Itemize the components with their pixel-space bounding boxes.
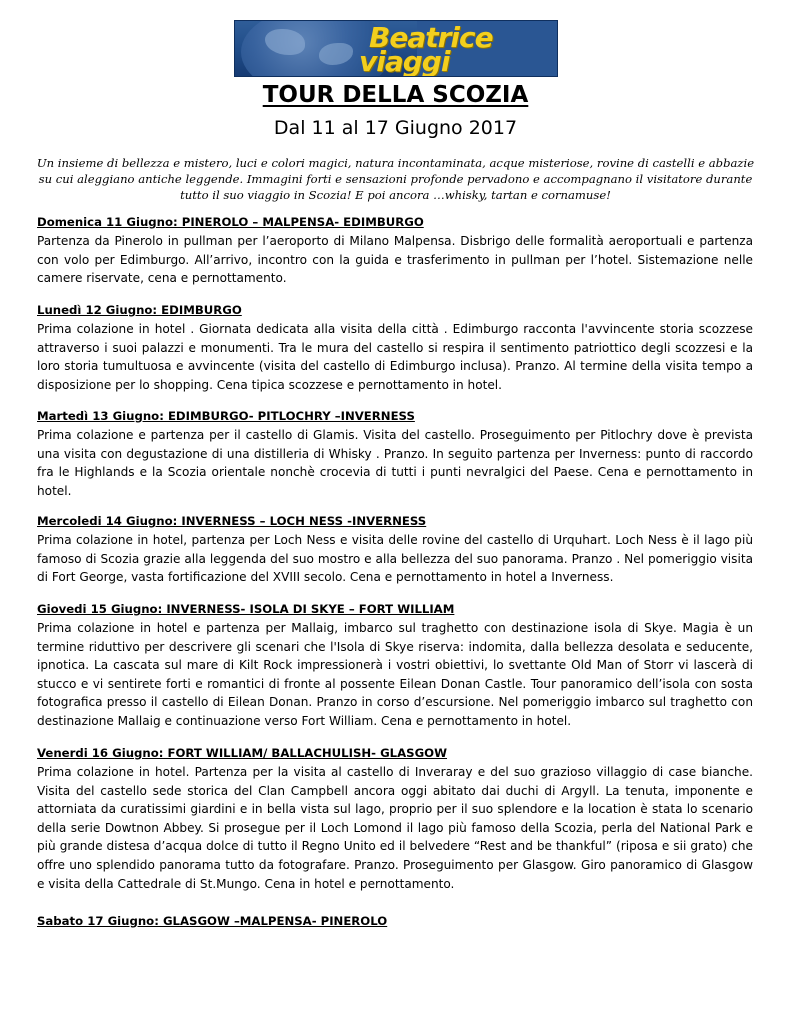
logo-text-line1: Beatrice <box>369 21 493 54</box>
page-title: TOUR DELLA SCOZIA <box>262 82 529 108</box>
day-section <box>37 302 753 394</box>
day-description: Prima colazione in hotel e partenza per Mallaig, imbarco sul traghetto con destinazione isola di Skye. Magia è un termine riduttivo per descrivere gli scenari che l'Isola di Skye riserva: indomita, dalla bellezza desolata e seducente, ipnotica. La cascata sul mare di Kilt Rock impressionerà i vostri obiettivi, lo svettante Old Man of Storr vi lascerà di stucco e vi sentirete forti e romantici di fronte al possente Eilean Donan Castle. Tour panoramico dell’isola con sosta fotografica presso il castello di Eilean Donan. Pranzo in corso d’escursione. Nel pomeriggio imbarco sul traghetto con destinazione Mallaig e continuazione verso Fort William. Cena e pernottamento in hotel. <box>37 621 753 728</box>
day-section <box>37 745 753 893</box>
brand-logo <box>234 20 558 77</box>
day-heading: Venerdi 16 Giugno: FORT WILLIAM/ BALLACHULISH- GLASGOW <box>37 746 448 760</box>
day-heading: Domenica 11 Giugno: PINEROLO – MALPENSA- EDIMBURGO <box>37 215 424 229</box>
day-section <box>37 601 753 731</box>
day-section <box>37 913 753 929</box>
page-subtitle: Dal 11 al 17 Giugno 2017 <box>273 117 518 139</box>
day-section <box>37 214 753 288</box>
day-section <box>37 408 753 500</box>
day-description: Prima colazione e partenza per il castello di Glamis. Visita del castello. Proseguimento per Pitlochry dove è prevista una visita con degustazione di una distilleria di Whisky . Pranzo. In seguito partenza per Inverness: punto di raccordo fra le Highlands e la Scozia orientale nonchè crocevia di tutti i punti nevralgici del Paese. Cena e pernottamento in hotel. <box>37 428 753 498</box>
day-description: Prima colazione in hotel . Giornata dedicata alla visita della città . Edimburgo racconta l'avvincente storia scozzese attraverso i suoi palazzi e monumenti. Tra le mura del castello si respira il sentimento patriottico degli scozzesi e la loro storia tumultuosa e avvincente (visita del castello di Edimburgo inclusa). Pranzo. Al termine della visita tempo a disposizione per lo shopping. Cena tipica scozzese e pernottamento in hotel. <box>37 322 753 392</box>
day-heading: Giovedi 15 Giugno: INVERNESS- ISOLA DI SKYE – FORT WILLIAM <box>37 602 455 616</box>
day-heading: Lunedì 12 Giugno: EDIMBURGO <box>37 303 242 317</box>
day-heading: Mercoledi 14 Giugno: INVERNESS – LOCH NESS -INVERNESS <box>37 514 427 528</box>
day-description: Partenza da Pinerolo in pullman per l’aeroporto di Milano Malpensa. Disbrigo delle formalità aeroportuali e partenza con volo per Edimburgo. All’arrivo, incontro con la guida e trasferimento in pullman per l’hotel. Sistemazione nelle camere riservate, cena e pernottamento. <box>37 234 753 286</box>
day-heading: Martedì 13 Giugno: EDIMBURGO- PITLOCHRY –INVERNESS <box>37 409 415 423</box>
day-description: Prima colazione in hotel. Partenza per la visita al castello di Inveraray e del suo grazioso villaggio di case bianche. Visita del castello sede storica del Clan Campbell ancora oggi abitato dai duchi di Argyll. La tenuta, imponente e attorniata da curatissimi giardini e in bella vista sul lago, proprio per il suo splendore e la location è stata lo scenario della serie Dowtnon Abbey. Si prosegue per il Loch Lomond il lago più famoso della Scozia, perla del National Park e più grande distesa d’acqua dolce di tutto il Regno Unito ed il belvedere “Rest and be thankful” (riposa e sii grato) che offre uno splendido panorama tutto da fotografare. Pranzo. Proseguimento per Glasgow. Giro panoramico di Glasgow e visita della Cattedrale di St.Mungo. Cena in hotel e pernottamento. <box>37 765 753 891</box>
day-description: Prima colazione in hotel, partenza per Loch Ness e visita delle rovine del castello di Urquhart. Loch Ness è il lago più famoso di Scozia grazie alla leggenda del suo mostro e alla bellezza del suo panorama. Pranzo . Nel pomeriggio visita di Fort George, vasta fortificazione del XVIII secolo. Cena e pernottamento in hotel a Inverness. <box>37 533 753 585</box>
logo-text-line2: viaggi <box>359 45 450 77</box>
intro-paragraph: Un insieme di bellezza e mistero, luci e colori magici, natura incontaminata, acque misteriose, rovine di castelli e abbazie su cui aleggiano antiche leggende. Immagini forti e sensazioni profonde pervadono e accompagnano il visitatore durante tutto il suo viaggio in Scozia! E poi ancora …whisky, tartan e cornamuse! <box>36 156 755 202</box>
day-section <box>37 513 753 587</box>
day-heading: Sabato 17 Giugno: GLASGOW –MALPENSA- PINEROLO <box>37 914 388 928</box>
